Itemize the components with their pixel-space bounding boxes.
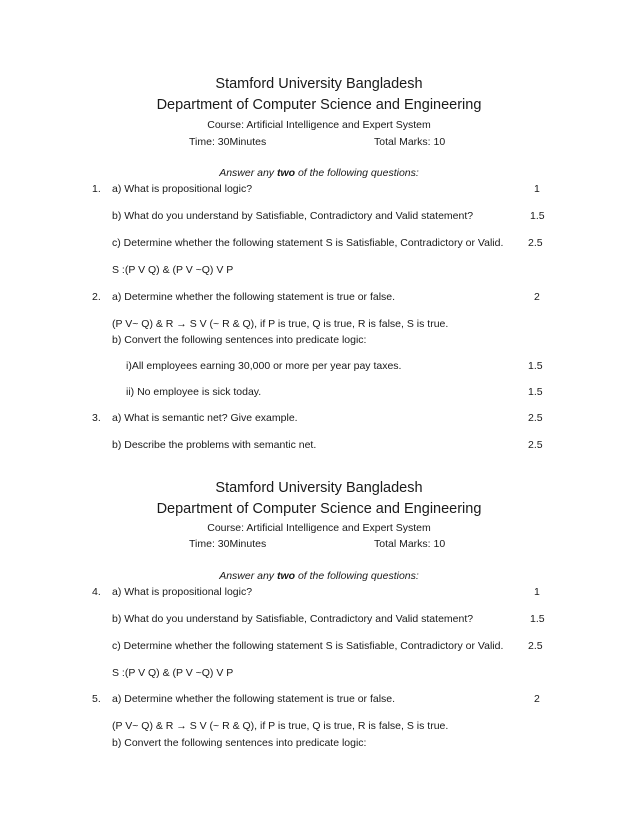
sub-question-text: i)All employees earning 30,000 or more per year pay taxes. [126,360,402,372]
question-mark: 1.5 [530,210,545,222]
statement-expression: S :(P V Q) & (P V ~Q) V P [112,667,234,679]
question-mark: 1 [534,183,540,195]
department-title: Department of Computer Science and Engineering [156,501,482,517]
total-marks-label: Total Marks: 10 [374,538,446,550]
question-text: a) What is propositional logic? [112,183,253,195]
question-mark: 2.5 [528,237,543,249]
statement-expression: S :(P V Q) & (P V ~Q) V P [112,264,234,276]
logic-expression: (P V~ Q) & R → S V (~ R & Q), if P is true, Q is true, R is false, S is true. [112,720,449,732]
course-line: Course: Artificial Intelligence and Expert System [207,119,431,131]
university-title: Stamford University Bangladesh [215,480,423,496]
question-text: a) Determine whether the following statement is true or false. [112,693,396,705]
question-mark: 1 [534,586,540,598]
question-mark: 2 [534,693,540,705]
question-mark: 2.5 [528,640,543,652]
question-text: c) Determine whether the following statement S is Satisfiable, Contradictory or Valid. [112,640,504,652]
question-number: 2. [92,291,101,303]
question-text: b) Convert the following sentences into predicate logic: [112,737,367,749]
sub-question-text: ii) No employee is sick today. [126,386,262,398]
time-label: Time: 30Minutes [189,538,267,550]
question-text: b) Describe the problems with semantic net. [112,439,317,451]
question-mark: 2 [534,291,540,303]
department-title: Department of Computer Science and Engineering [156,97,482,113]
time-label: Time: 30Minutes [189,136,267,148]
total-marks-label: Total Marks: 10 [374,136,446,148]
question-text: b) What do you understand by Satisfiable, Contradictory and Valid statement? [112,613,474,625]
question-number: 5. [92,693,101,705]
question-text: a) What is propositional logic? [112,586,253,598]
instruction-line: Answer any two of the following questions: [219,570,419,582]
question-number: 1. [92,183,101,195]
question-mark: 1.5 [528,360,543,372]
instruction-line: Answer any two of the following questions: [219,167,419,179]
question-mark: 1.5 [528,386,543,398]
question-mark: 2.5 [528,439,543,451]
question-number: 4. [92,586,101,598]
question-number: 3. [92,412,101,424]
question-text: b) What do you understand by Satisfiable, Contradictory and Valid statement? [112,210,474,222]
question-text: c) Determine whether the following statement S is Satisfiable, Contradictory or Valid. [112,237,504,249]
university-title: Stamford University Bangladesh [215,76,423,92]
question-mark: 1.5 [530,613,545,625]
logic-expression: (P V~ Q) & R → S V (~ R & Q), if P is true, Q is true, R is false, S is true. [112,318,449,330]
question-text: a) What is semantic net? Give example. [112,412,298,424]
question-text: b) Convert the following sentences into predicate logic: [112,334,367,346]
course-line: Course: Artificial Intelligence and Expert System [207,522,431,534]
question-text: a) Determine whether the following statement is true or false. [112,291,396,303]
question-mark: 2.5 [528,412,543,424]
